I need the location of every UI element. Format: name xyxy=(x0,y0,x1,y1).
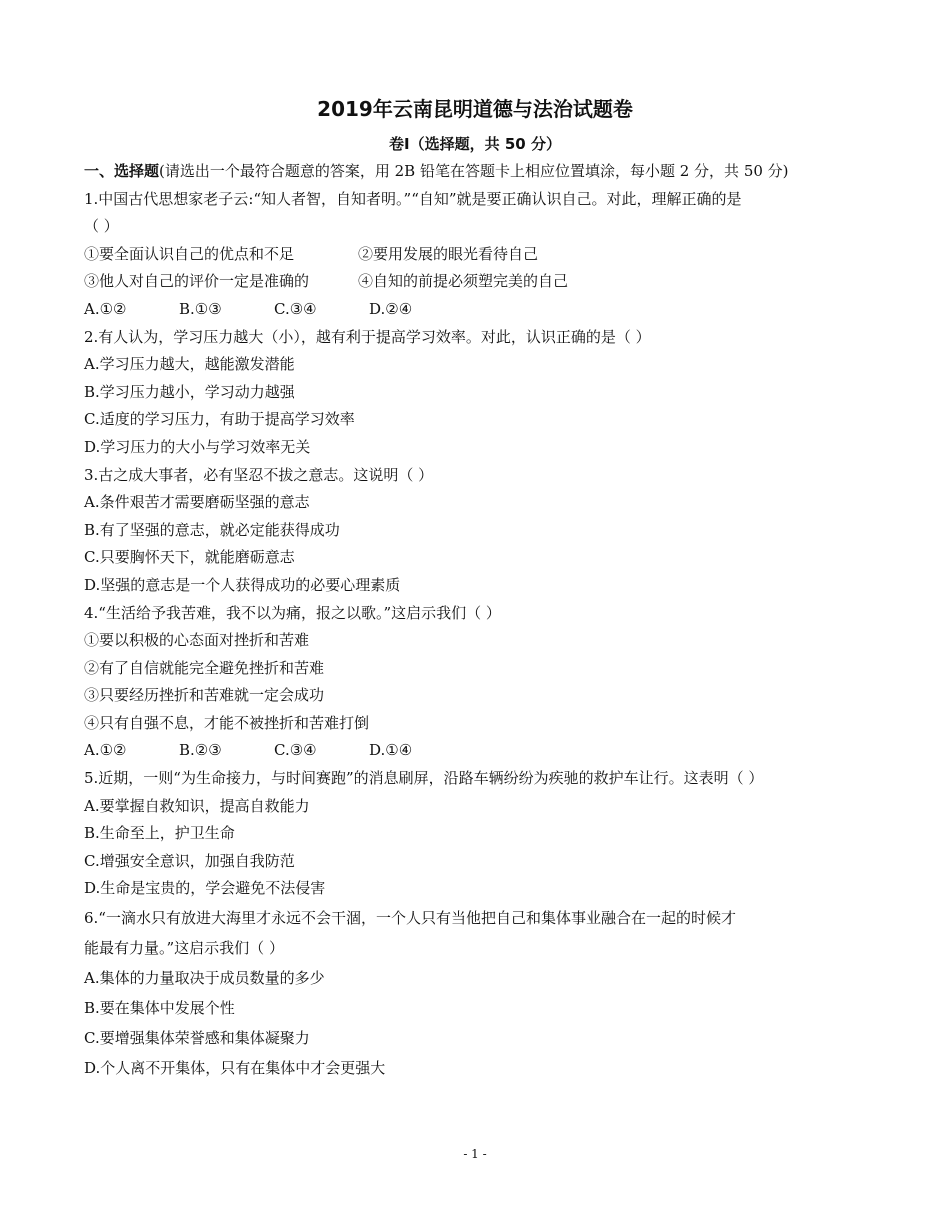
question-4-options xyxy=(84,737,874,765)
question-3-option-c: C.只要胸怀天下，就能磨砺意志 xyxy=(84,548,295,567)
question-1-option-a: A.①② xyxy=(84,299,127,318)
exam-subtitle: 卷Ⅰ（选择题，共 50 分） xyxy=(389,135,561,153)
section-instructions: (请选出一个最符合题意的答案，用 2B 铅笔在答题卡上相应位置填涂，每小题 2 分，共 50 分) xyxy=(159,162,789,180)
question-5-option-a: A.要掌握自救知识，提高自救能力 xyxy=(84,796,310,815)
question-2-option-d: D.学习压力的大小与学习效率无关 xyxy=(84,437,311,456)
question-2-option-c: C.适度的学习压力，有助于提高学习效率 xyxy=(84,410,355,429)
question-5-option-d: D.生命是宝贵的，学会避免不法侵害 xyxy=(84,879,326,898)
question-3-option-b: B.有了坚强的意志，就必定能获得成功 xyxy=(84,520,340,539)
question-1-item: ④自知的前提必须塑完美的自己 xyxy=(358,272,569,291)
question-6-option-b: B.要在集体中发展个性 xyxy=(84,999,235,1018)
section-heading xyxy=(84,158,874,186)
question-1-stem: 1.中国古代思想家老子云:“知人者智，自知者明。”“自知”就是要正确认识自己。对此，理解正确的是 xyxy=(84,189,742,208)
section-label: 一、选择题 xyxy=(84,162,160,180)
question-4-option-b: B.②③ xyxy=(179,741,222,760)
exam-title: 2019年云南昆明道德与法治试题卷 xyxy=(317,97,633,121)
question-5-option-c: C.增强安全意识，加强自我防范 xyxy=(84,851,295,870)
question-4-item: ④只有自强不息，才能不被挫折和苦难打倒 xyxy=(84,713,370,732)
question-1-item: ①要全面认识自己的优点和不足 xyxy=(84,244,295,263)
question-1-items-row xyxy=(84,268,874,296)
question-2-option-a: A.学习压力越大，越能激发潜能 xyxy=(84,355,295,374)
question-1-option-b: B.①③ xyxy=(179,299,222,318)
question-1-item: ③他人对自己的评价一定是准确的 xyxy=(84,272,310,291)
question-list xyxy=(84,158,874,1083)
page-number: - 1 - xyxy=(463,1147,487,1161)
question-3-stem: 3.古之成大事者，必有坚忍不拔之意志。这说明（ ） xyxy=(84,465,434,484)
question-2-option-b: B.学习压力越小，学习动力越强 xyxy=(84,382,295,401)
question-6-stem-continued: 能最有力量。”这启示我们（ ） xyxy=(84,939,284,958)
question-3-option-a: A.条件艰苦才需要磨砺坚强的意志 xyxy=(84,493,310,512)
question-1-option-c: C.③④ xyxy=(274,299,317,318)
question-4-option-c: C.③④ xyxy=(274,741,317,760)
question-1-blank: （ ） xyxy=(84,217,119,236)
question-4-stem: 4.“生活给予我苦难，我不以为痛，报之以歌。”这启示我们（ ） xyxy=(84,603,501,622)
question-4-option-a: A.①② xyxy=(84,741,127,760)
question-3-option-d: D.坚强的意志是一个人获得成功的必要心理素质 xyxy=(84,575,401,594)
question-6-option-a: A.集体的力量取决于成员数量的多少 xyxy=(84,969,325,988)
question-1-item: ②要用发展的眼光看待自己 xyxy=(358,244,539,263)
question-6-option-d: D.个人离不开集体，只有在集体中才会更强大 xyxy=(84,1059,386,1078)
question-4-option-d: D.①④ xyxy=(369,741,413,760)
question-1-option-d: D.②④ xyxy=(369,299,413,318)
question-5-option-b: B.生命至上，护卫生命 xyxy=(84,824,235,843)
question-4-item: ②有了自信就能完全避免挫折和苦难 xyxy=(84,658,325,677)
question-4-item: ③只要经历挫折和苦难就一定会成功 xyxy=(84,686,325,705)
question-6-option-c: C.要增强集体荣誉感和集体凝聚力 xyxy=(84,1029,310,1048)
question-1-options xyxy=(84,296,874,324)
question-2-stem: 2.有人认为，学习压力越大（小），越有利于提高学习效率。对此，认识正确的是（ ） xyxy=(84,327,651,346)
question-1-items-row xyxy=(84,241,874,269)
question-5-stem: 5.近期，一则“为生命接力，与时间赛跑”的消息刷屏，沿路车辆纷纷为疾驰的救护车让行。这表明（ ） xyxy=(84,769,764,788)
question-6-stem: 6.“一滴水只有放进大海里才永远不会干涸，一个人只有当他把自己和集体事业融合在一起的时候才 xyxy=(84,909,736,928)
question-4-item: ①要以积极的心态面对挫折和苦难 xyxy=(84,631,310,650)
